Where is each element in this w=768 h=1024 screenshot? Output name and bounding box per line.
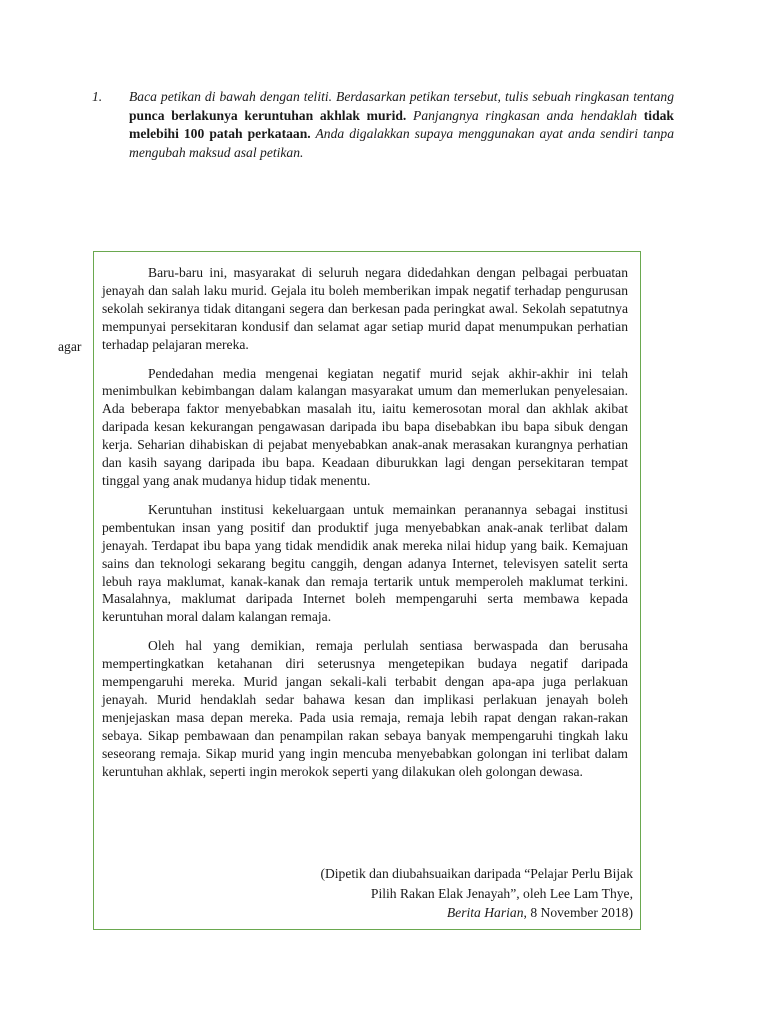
instruction-part-3: Panjangnya ringkasan anda hendaklah	[406, 107, 644, 123]
question-block	[92, 88, 674, 162]
source-line-1: (Dipetik dan diubahsuaikan daripada “Pelajar Perlu Bijak	[320, 866, 633, 881]
instruction-word-limit: tidak melebihi 100 patah perkataan.	[129, 107, 674, 141]
passage-text	[102, 264, 628, 791]
passage-box	[93, 251, 641, 930]
stray-margin-text: agar	[58, 339, 82, 354]
source-citation	[320, 864, 633, 923]
source-line-3	[320, 903, 633, 923]
instruction-part-5: Anda digalakkan supaya menggunakan ayat anda sendiri tanpa mengubah maksud asal petikan.	[129, 126, 674, 160]
passage-paragraph-3: Keruntuhan institusi kekeluargaan untuk memainkan peranannya sebagai institusi pembentukan insan yang positif dan produktif juga menyebabkan anak-anak terlibat dalam jenayah. Terdapat ibu bapa yang tidak mendidik anak mereka nilai hidup yang baik. Kemajuan sains dan teknologi sekarang begitu canggih, dengan adanya Internet, televisyen satelit serta lebuh raya maklumat, kanak-kanak dan remaja tertarik untuk memperoleh maklumat terkini. Masalahnya, maklumat daripada Internet boleh mempengaruhi serta membawa kepada keruntuhan moral dalam kalangan remaja.	[102, 501, 628, 625]
source-newspaper: Berita Harian	[446, 905, 524, 920]
instruction-topic: punca berlakunya keruntuhan akhlak murid.	[129, 107, 407, 123]
passage-paragraph-1: Baru-baru ini, masyarakat di seluruh negara didedahkan dengan pelbagai perbuatan jenayah dan salah laku murid. Gejala itu boleh memberikan impak negatif terhadap pengurusan sekolah sekiranya tidak ditangani segera dan berkesan pada peringkat awal. Sekolah sepatutnya mempunyai persekitaran kondusif dan selamat agar setiap murid dapat menumpukan perhatian terhadap pelajaran mereka.	[102, 265, 628, 352]
source-date: , 8 November 2018)	[523, 905, 633, 920]
source-line-2: Pilih Rakan Elak Jenayah”, oleh Lee Lam Thye,	[370, 885, 633, 901]
passage-paragraph-2: Pendedahan media mengenai kegiatan negatif murid sejak akhir-akhir ini telah menimbulkan kebimbangan dalam kalangan masyarakat umum dan memerlukan penyelesaian. Ada beberapa faktor menyebabkan masalah itu, iaitu kemerosotan moral dan akhlak akibat daripada kesan kekurangan pengawasan daripada ibu bapa disebabkan ibu bapa sibuk dengan kerja. Seharian dihabiskan di pejabat menyebabkan anak-anak merasakan kurangnya perhatian dan kasih sayang daripada ibu bapa. Keadaan diburukkan lagi dengan persekitaran tempat tinggal yang anak mudanya hidup tidak menentu.	[102, 365, 628, 488]
question-number: 1.	[92, 89, 103, 104]
passage-paragraph-4: Oleh hal yang demikian, remaja perlulah sentiasa berwaspada dan berusaha mempertingkatkan ketahanan diri seterusnya mengetepikan budaya negatif daripada mempengaruhi mereka. Murid jangan sekali-kali terbabit dengan apa-apa juga perlakuan jenayah. Murid hendaklah sedar bahawa kesan dan implikasi perlakuan jenayah boleh menjejaskan masa depan mereka. Pada usia remaja, remaja lebih rapat dengan rakan-rakan sebaya. Sikap pembawaan dan penampilan rakan sebaya banyak mempengaruhi tingkah laku seseorang remaja. Sikap murid yang ingin mencuba menyebabkan golongan ini terlibat dalam keruntuhan akhlak, seperti ingin merokok seperti yang dilakukan oleh golongan dewasa.	[102, 638, 628, 779]
question-instructions	[129, 88, 674, 162]
instruction-part-1: Baca petikan di bawah dengan teliti. Berdasarkan petikan tersebut, tulis sebuah ringkasan tentang	[129, 89, 674, 104]
